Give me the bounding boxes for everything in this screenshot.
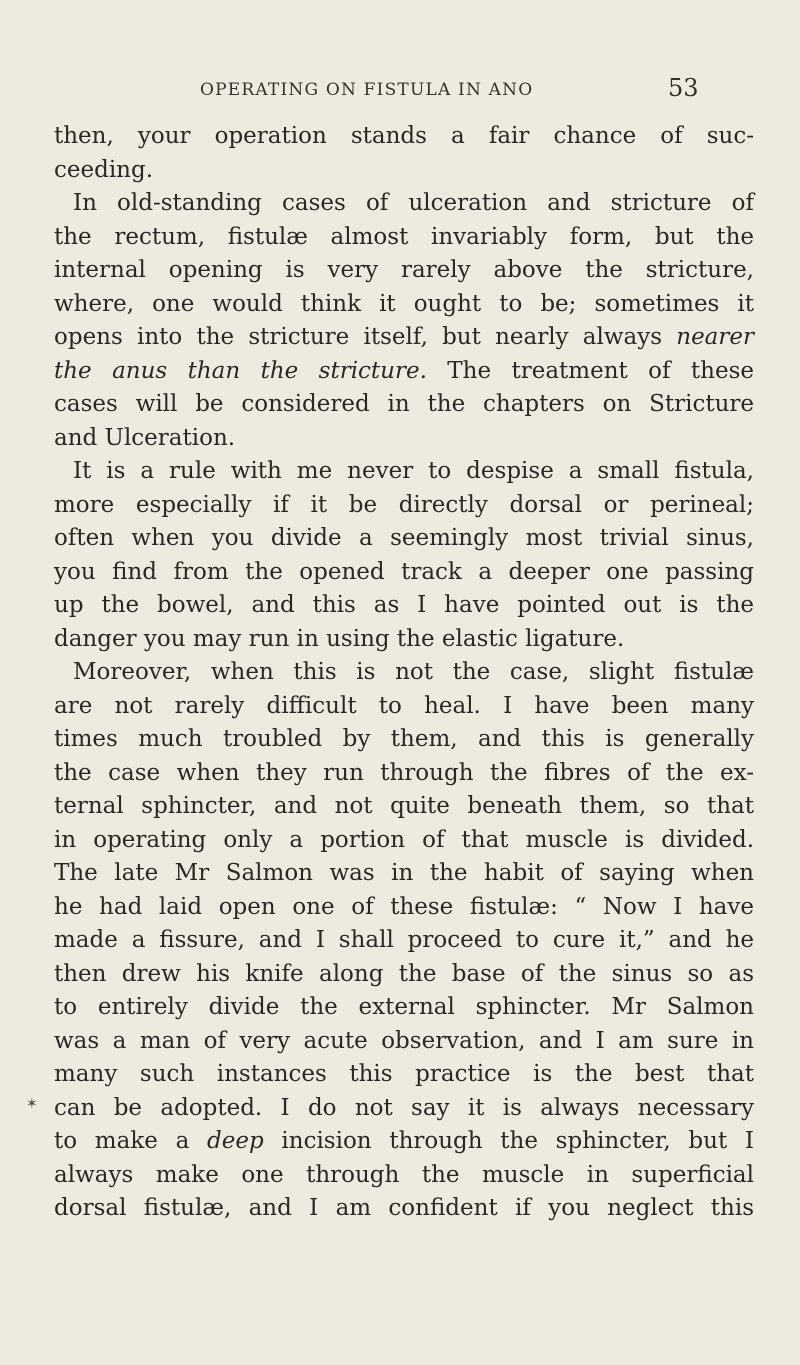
line-text: the rectum, fistulæ almost invariably form, but the bbox=[54, 223, 754, 250]
text-line bbox=[54, 690, 754, 724]
line-text: then, your operation stands a fair chance of suc- bbox=[54, 123, 754, 149]
text-line bbox=[54, 355, 754, 389]
italic-text: the anus than the stricture. bbox=[54, 357, 427, 384]
text-line bbox=[54, 824, 754, 858]
text-line bbox=[54, 1058, 754, 1092]
line-text: incision through the sphincter, but I bbox=[263, 1128, 754, 1154]
text-line bbox=[54, 1092, 754, 1126]
text-line bbox=[54, 1159, 754, 1193]
italic-text: nearer bbox=[676, 324, 754, 350]
text-line bbox=[54, 589, 754, 623]
line-text: you find from the opened track a deeper one passing bbox=[54, 558, 754, 585]
line-text: where, one would think it ought to be; sometimes it bbox=[54, 290, 754, 317]
running-title: OPERATING ON FISTULA IN ANO bbox=[200, 80, 534, 100]
line-text: can be adopted. I do not say it is always necessary bbox=[54, 1094, 754, 1121]
text-line bbox=[54, 522, 754, 556]
text-line bbox=[54, 1025, 754, 1059]
text-line bbox=[54, 958, 754, 992]
text-line bbox=[54, 288, 754, 322]
line-text: ceeding. bbox=[54, 156, 154, 183]
line-text: many such instances this practice is the best that bbox=[54, 1061, 754, 1087]
text-line bbox=[54, 388, 754, 422]
line-text: more especially if it be directly dorsal or perineal; bbox=[54, 491, 754, 518]
text-line bbox=[54, 455, 754, 489]
line-text: times much troubled by them, and this is generally bbox=[54, 726, 754, 752]
text-line bbox=[54, 187, 754, 221]
line-text: in operating only a portion of that muscle is divided. bbox=[54, 826, 754, 853]
line-text: up the bowel, and this as I have pointed out is the bbox=[54, 592, 754, 618]
text-line bbox=[54, 422, 754, 456]
line-text: the case when they run through the fibres of the ex- bbox=[54, 759, 754, 786]
line-text: danger you may run in using the elastic ligature. bbox=[54, 625, 625, 652]
running-head bbox=[0, 74, 800, 114]
text-line bbox=[54, 254, 754, 288]
text-line bbox=[54, 556, 754, 590]
text-line bbox=[54, 120, 754, 154]
line-text: The late Mr Salmon was in the habit of saying when bbox=[54, 860, 754, 886]
line-text: and Ulceration. bbox=[54, 424, 236, 451]
line-text: internal opening is very rarely above the stricture, bbox=[54, 257, 754, 283]
line-text: he had laid open one of these fistulæ: “ Now I have bbox=[54, 893, 754, 920]
line-text: often when you divide a seemingly most trivial sinus, bbox=[54, 525, 754, 551]
line-text: was a man of very acute observation, and I am sure in bbox=[54, 1027, 754, 1054]
text-line bbox=[54, 221, 754, 255]
line-text: It is a rule with me never to despise a small fistula, bbox=[73, 458, 754, 484]
line-text: dorsal fistulæ, and I am confident if you neglect this bbox=[54, 1195, 754, 1221]
text-line bbox=[54, 1192, 754, 1226]
body-text bbox=[54, 120, 754, 1226]
line-text: The treatment of these bbox=[426, 357, 754, 384]
line-text: ternal sphincter, and not quite beneath them, so that bbox=[54, 793, 754, 819]
line-text: In old-standing cases of ulceration and stricture of bbox=[73, 190, 754, 216]
text-line bbox=[54, 924, 754, 958]
line-text: cases will be considered in the chapters on Stricture bbox=[54, 391, 754, 417]
line-text: to make a bbox=[54, 1128, 208, 1154]
text-line bbox=[54, 757, 754, 791]
text-line bbox=[54, 623, 754, 657]
line-text: Moreover, when this is not the case, slight fistulæ bbox=[73, 659, 754, 685]
text-line bbox=[54, 489, 754, 523]
line-text: then drew his knife along the base of the sinus so as bbox=[54, 960, 754, 987]
text-line bbox=[54, 656, 754, 690]
line-text: are not rarely difficult to heal. I have been many bbox=[54, 692, 754, 719]
page-number: 53 bbox=[668, 74, 699, 102]
text-line bbox=[54, 790, 754, 824]
italic-text: deep bbox=[207, 1128, 264, 1154]
text-line bbox=[54, 723, 754, 757]
text-line bbox=[54, 321, 754, 355]
line-text: opens into the stricture itself, but nearly always bbox=[54, 324, 677, 350]
text-line bbox=[54, 857, 754, 891]
text-line bbox=[54, 154, 754, 188]
text-line bbox=[54, 891, 754, 925]
text-line bbox=[54, 991, 754, 1025]
line-text: made a fissure, and I shall proceed to cure it,” and he bbox=[54, 927, 754, 953]
line-text: always make one through the muscle in superficial bbox=[54, 1161, 754, 1188]
text-line bbox=[54, 1125, 754, 1159]
line-text: to entirely divide the external sphincter. Mr Salmon bbox=[54, 994, 754, 1020]
margin-mark: ✶ bbox=[26, 1096, 38, 1112]
